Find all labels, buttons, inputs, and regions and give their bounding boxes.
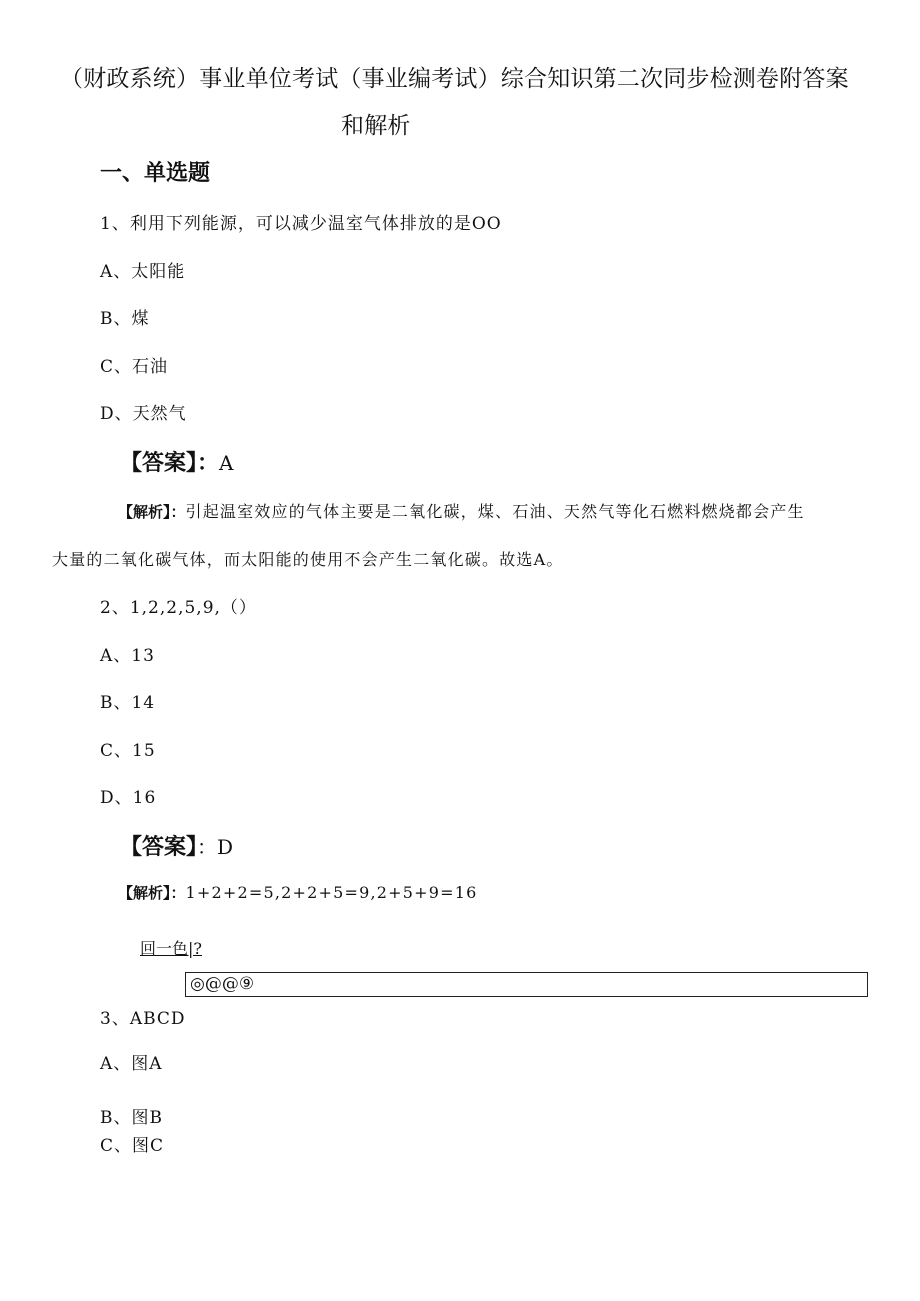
question-3-option-b: B、图B xyxy=(100,1108,163,1128)
question-1-answer xyxy=(120,446,233,477)
figure-box xyxy=(185,972,868,997)
question-2-explanation xyxy=(118,882,477,903)
question-2-option-d: D、16 xyxy=(100,788,157,808)
question-2-stem: 2、1,2,2,5,9,（） xyxy=(100,598,257,618)
question-1-option-d: D、天然气 xyxy=(100,404,187,424)
question-3-stem: 3、ABCD xyxy=(100,1009,186,1029)
question-1-stem: 1、利用下列能源，可以减少温室气体排放的是OO xyxy=(100,214,502,234)
question-1-option-a: A、太阳能 xyxy=(100,262,186,282)
explanation-label: 【解析】： xyxy=(118,503,186,521)
answer-value: A xyxy=(219,451,234,475)
question-1-option-c: C、石油 xyxy=(100,357,169,377)
figure-caption: 回一色|? xyxy=(140,939,202,958)
answer-label: 【答案】： xyxy=(120,451,220,476)
question-3-option-a: A、图A xyxy=(100,1054,163,1074)
question-1-explanation xyxy=(118,499,805,522)
question-3-option-c: C、图C xyxy=(100,1136,165,1156)
section-heading: 一、单选题 xyxy=(100,161,211,186)
explanation-label: 【解析】： xyxy=(118,884,186,902)
question-1-option-b: B、煤 xyxy=(100,309,150,329)
question-2-option-b: B、14 xyxy=(100,693,156,713)
answer-value: ：D xyxy=(197,835,234,859)
explanation-text: 引起温室效应的气体主要是二氧化碳，煤、石油、天然气等化石燃料燃烧都会产生 xyxy=(185,502,805,521)
question-1-explanation-cont: 大量的二氧化碳气体，而太阳能的使用不会产生二氧化碳。故选A。 xyxy=(52,550,564,569)
question-2-answer xyxy=(120,830,233,861)
figure-box-text: ◎@@⑨ xyxy=(190,974,255,994)
page-title-line-1: （财政系统）事业单位考试（事业编考试）综合知识第二次同步检测卷附答案 xyxy=(60,66,849,92)
explanation-text: 1+2+2=5,2+2+5=9,2+5+9=16 xyxy=(185,883,478,902)
question-2-option-a: A、13 xyxy=(100,646,155,666)
page-title-line-2: 和解析 xyxy=(341,113,411,139)
answer-label: 【答案】 xyxy=(120,835,198,860)
question-2-option-c: C、15 xyxy=(100,741,156,761)
